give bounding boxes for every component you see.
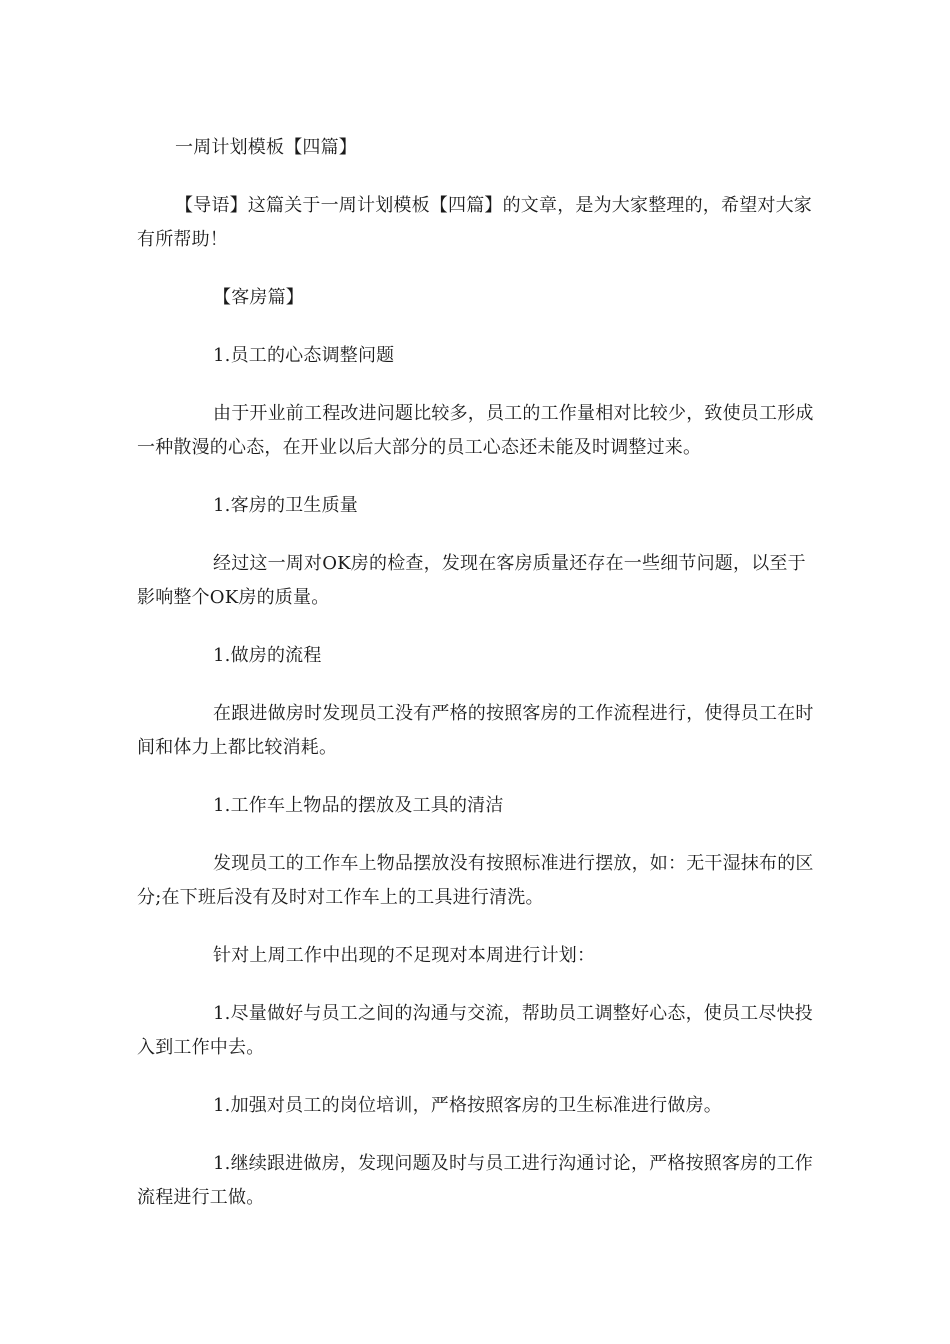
plan-item: 1.尽量做好与员工之间的沟通与交流，帮助员工调整好心态，使员工尽快投入到工作中去。 — [137, 1003, 813, 1058]
plan-intro-paragraph: 针对上周工作中出现的不足现对本周进行计划： — [213, 945, 596, 966]
document-body — [137, 131, 817, 1239]
item-heading: 1.客房的卫生质量 — [213, 495, 358, 516]
item-heading: 1.员工的心态调整问题 — [213, 345, 395, 366]
intro-paragraph: 【导语】这篇关于一周计划模板【四篇】的文章，是为大家整理的，希望对大家有所帮助！ — [137, 195, 812, 250]
item-heading: 1.做房的流程 — [213, 645, 322, 666]
section-heading: 【客房篇】 — [213, 287, 304, 308]
plan-item: 1.加强对员工的岗位培训，严格按照客房的卫生标准进行做房。 — [213, 1095, 722, 1116]
body-paragraph: 在跟进做房时发现员工没有严格的按照客房的工作流程进行，使得员工在时间和体力上都比较消耗。 — [137, 703, 814, 758]
body-paragraph: 发现员工的工作车上物品摆放没有按照标准进行摆放，如：无干湿抹布的区分;在下班后没有及时对工作车上的工具进行清洗。 — [137, 853, 814, 908]
plan-item: 1.继续跟进做房，发现问题及时与员工进行沟通讨论，严格按照客房的工作流程进行工做。 — [137, 1153, 813, 1208]
document-title: 一周计划模板【四篇】 — [175, 137, 357, 158]
item-heading: 1.工作车上物品的摆放及工具的清洁 — [213, 795, 504, 816]
body-paragraph: 由于开业前工程改进问题比较多，员工的工作量相对比较少，致使员工形成一种散漫的心态，在开业以后大部分的员工心态还未能及时调整过来。 — [137, 403, 814, 458]
body-paragraph: 经过这一周对OK房的检查，发现在客房质量还存在一些细节问题，以至于影响整个OK房的质量。 — [137, 553, 806, 608]
